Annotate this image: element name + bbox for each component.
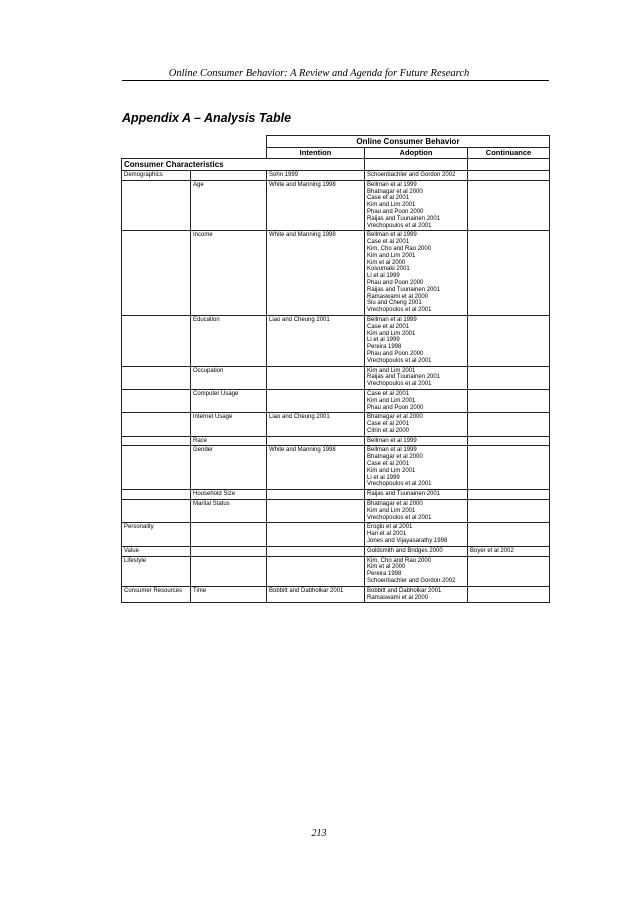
intention-cell <box>267 413 365 436</box>
citation: Kim and Lim 2001 <box>367 467 416 474</box>
citation: Bellman et al 1999 <box>367 316 417 323</box>
adoption-cell <box>365 546 468 556</box>
citation: Phau and Poon 2000 <box>367 208 424 215</box>
citation: Kim et al 2000 <box>367 564 406 571</box>
citation: Vrechopoulos et al 2001 <box>367 307 432 314</box>
continuance-cell <box>468 436 550 446</box>
table-row <box>122 586 550 603</box>
citation: Ramaswami et al 2000 <box>367 293 429 300</box>
adoption-cell <box>365 500 468 523</box>
citation: Sohn 1999 <box>269 172 299 178</box>
category-cell: Demographics <box>122 171 191 181</box>
intention-cell <box>267 436 365 446</box>
citation: Vrechopoulos et al 2001 <box>367 222 432 229</box>
table-row <box>122 366 550 389</box>
citation: Kim and Lim 2001 <box>367 367 416 374</box>
citation: Ramaswami et al 2000 <box>367 594 429 601</box>
running-header: Online Consumer Behavior: A Review and Agenda for Future Research <box>168 68 470 79</box>
continuance-cell <box>468 315 550 366</box>
intention-cell <box>267 231 365 316</box>
citation: Bobbitt and Dabholkar 2001 <box>269 587 344 594</box>
citation: Case et al 2001 <box>367 239 410 246</box>
table-row <box>122 446 550 490</box>
intention-cell <box>267 366 365 389</box>
citation: Kim, Cho and Rao 2000 <box>367 557 432 564</box>
table-super-header-row <box>122 136 550 148</box>
subcategory-cell: Age <box>191 180 267 231</box>
citation: Liao and Cheung 2001 <box>269 414 330 421</box>
table-row <box>122 413 550 436</box>
intention-cell <box>267 389 365 412</box>
adoption-cell <box>365 436 468 446</box>
category-cell: Consumer Resources <box>122 586 191 603</box>
continuance-cell <box>468 556 550 586</box>
citation: Bhatnagar et al 2000 <box>367 501 423 508</box>
category-cell: Value <box>122 546 191 556</box>
citation: Kim and Lim 2001 <box>367 330 416 337</box>
continuance-cell <box>468 586 550 603</box>
citation: Han et al 2001 <box>367 531 407 538</box>
continuance-cell <box>468 446 550 490</box>
category-cell <box>122 500 191 523</box>
citation: Case et al 2001 <box>367 195 410 202</box>
citation: Phau and Poon 2000 <box>367 350 424 357</box>
adoption-cell <box>365 586 468 603</box>
column-header-intention: Intention <box>267 148 365 159</box>
analysis-table-body <box>122 136 550 603</box>
adoption-cell <box>365 231 468 316</box>
intention-cell <box>267 490 365 500</box>
category-cell: Personality <box>122 523 191 546</box>
intention-cell <box>267 586 365 603</box>
continuance-cell <box>468 413 550 436</box>
section-header-spacer <box>267 159 365 171</box>
table-row <box>122 315 550 366</box>
continuance-cell <box>468 546 550 556</box>
citation: Kim et al 2000 <box>367 259 406 266</box>
category-cell <box>122 490 191 500</box>
subcategory-cell: Time <box>191 586 267 603</box>
intention-cell <box>267 180 365 231</box>
citation: Eroglu et al 2001 <box>367 524 413 531</box>
section-header-spacer <box>365 159 468 171</box>
section-header-consumer-characteristics: Consumer Characteristics <box>122 159 267 171</box>
intention-cell <box>267 556 365 586</box>
citation: Kim and Lim 2001 <box>367 397 416 404</box>
subcategory-cell: Internet Usage <box>191 413 267 436</box>
citation: Raijas and Tuunainen 2001 <box>367 215 441 222</box>
subcategory-cell <box>191 523 267 546</box>
subcategory-cell: Computer Usage <box>191 389 267 412</box>
adoption-cell <box>365 490 468 500</box>
section-header-spacer <box>468 159 550 171</box>
adoption-cell <box>365 556 468 586</box>
intention-cell <box>267 315 365 366</box>
adoption-cell <box>365 413 468 436</box>
intention-cell <box>267 446 365 490</box>
adoption-cell <box>365 389 468 412</box>
table-row <box>122 171 550 181</box>
column-header-continuance: Continuance <box>468 148 550 159</box>
category-cell <box>122 436 191 446</box>
table-row <box>122 523 550 546</box>
citation: Kim and Lim 2001 <box>367 252 416 259</box>
citation: White and Manning 1998 <box>269 181 336 188</box>
analysis-table <box>121 135 550 603</box>
citation: Citrin et al 2000 <box>367 427 410 434</box>
adoption-cell <box>365 523 468 546</box>
table-row <box>122 500 550 523</box>
adoption-cell <box>365 171 468 181</box>
adoption-cell <box>365 446 468 490</box>
continuance-cell <box>468 366 550 389</box>
adoption-cell <box>365 180 468 231</box>
citation: Liao and Cheung 2001 <box>269 316 330 323</box>
citation: Koivumaki 2001 <box>367 266 410 273</box>
blank-cell <box>122 148 191 159</box>
category-cell <box>122 446 191 490</box>
appendix-title: Appendix A – Analysis Table <box>122 111 292 125</box>
section-header-row <box>122 159 550 171</box>
citation: Case et al 2001 <box>367 421 410 428</box>
citation: Boyer et al 2002 <box>470 547 514 554</box>
table-row <box>122 490 550 500</box>
citation: Bellman et al 1999 <box>367 437 417 444</box>
continuance-cell <box>468 490 550 500</box>
subcategory-cell: Household Size <box>191 490 267 500</box>
citation: Bhatnagar et al 2000 <box>367 188 423 195</box>
continuance-cell <box>468 500 550 523</box>
category-cell <box>122 315 191 366</box>
subcategory-cell: Marital Status <box>191 500 267 523</box>
citation: Li et al 1999 <box>367 337 400 344</box>
continuance-cell <box>468 231 550 316</box>
table-row <box>122 180 550 231</box>
table-row <box>122 231 550 316</box>
citation: Bellman et al 1999 <box>367 447 417 454</box>
intention-cell <box>267 171 365 181</box>
intention-cell <box>267 523 365 546</box>
citation: Vrechopoulos et al 2001 <box>367 514 432 521</box>
subcategory-cell <box>191 171 267 181</box>
blank-cell <box>122 136 191 148</box>
continuance-cell <box>468 389 550 412</box>
intention-cell <box>267 500 365 523</box>
table-column-header-row <box>122 148 550 159</box>
citation: Case et al 2001 <box>367 323 410 330</box>
subcategory-cell: Occupation <box>191 366 267 389</box>
table-row <box>122 556 550 586</box>
category-cell <box>122 180 191 231</box>
category-cell: Lifestyle <box>122 556 191 586</box>
continuance-cell <box>468 180 550 231</box>
citation: Phau and Poon 2000 <box>367 404 424 411</box>
citation: Raijas and Tuunainen 2001 <box>367 286 441 293</box>
citation: Vrechopoulos et al 2001 <box>367 381 432 388</box>
page-number: 213 <box>311 828 327 839</box>
citation: Case et al 2001 <box>367 390 410 397</box>
adoption-cell <box>365 315 468 366</box>
citation: Bellman et al 1999 <box>367 232 417 239</box>
continuance-cell <box>468 171 550 181</box>
citation: Goldsmith and Bridges 2000 <box>367 547 443 554</box>
citation: White and Manning 1998 <box>269 447 336 454</box>
subcategory-cell: Race <box>191 436 267 446</box>
citation: Bellman et al 1999 <box>367 181 417 188</box>
subcategory-cell: Income <box>191 231 267 316</box>
citation: Pereira 1998 <box>367 571 402 578</box>
super-header-online-consumer-behavior: Online Consumer Behavior <box>267 136 550 148</box>
citation: Case et al 2001 <box>367 461 410 468</box>
citation: Kim and Lim 2001 <box>367 202 416 209</box>
citation: Siu and Cheng 2001 <box>367 300 422 307</box>
citation: Jones and Vijayasarathy 1998 <box>367 538 448 545</box>
citation: Li et al 1999 <box>367 474 400 481</box>
citation: Vrechopoulos et al 2001 <box>367 481 432 488</box>
citation: Schoenbachler and Gordon 2002 <box>367 578 456 585</box>
category-cell <box>122 231 191 316</box>
citation: Kim, Cho and Rao 2000 <box>367 245 432 252</box>
citation: White and Manning 1998 <box>269 232 336 239</box>
subcategory-cell <box>191 546 267 556</box>
category-cell <box>122 389 191 412</box>
citation: Vrechopoulos et al 2001 <box>367 357 432 364</box>
continuance-cell <box>468 523 550 546</box>
table-row <box>122 389 550 412</box>
blank-cell <box>191 136 267 148</box>
category-cell <box>122 366 191 389</box>
category-cell <box>122 413 191 436</box>
citation: Bhatnagar et al 2000 <box>367 454 423 461</box>
citation: Raijas and Tuunainen 2001 <box>367 374 441 381</box>
intention-cell <box>267 546 365 556</box>
citation: Schoenbachler and Gordon 2002 <box>367 172 456 178</box>
citation: Li et al 1999 <box>367 273 400 280</box>
citation: Pereira 1998 <box>367 344 402 351</box>
citation: Bobbitt and Dabholkar 2001 <box>367 587 442 594</box>
subcategory-cell: Gender <box>191 446 267 490</box>
citation: Raijas and Tuunainen 2001 <box>367 491 441 498</box>
table-row <box>122 546 550 556</box>
adoption-cell <box>365 366 468 389</box>
citation: Kim and Lim 2001 <box>367 507 416 514</box>
header-rule <box>122 80 549 81</box>
blank-cell <box>191 148 267 159</box>
subcategory-cell: Education <box>191 315 267 366</box>
column-header-adoption: Adoption <box>365 148 468 159</box>
table-row <box>122 436 550 446</box>
citation: Phau and Poon 2000 <box>367 279 424 286</box>
subcategory-cell <box>191 556 267 586</box>
citation: Bhatnagar et al 2000 <box>367 414 423 421</box>
